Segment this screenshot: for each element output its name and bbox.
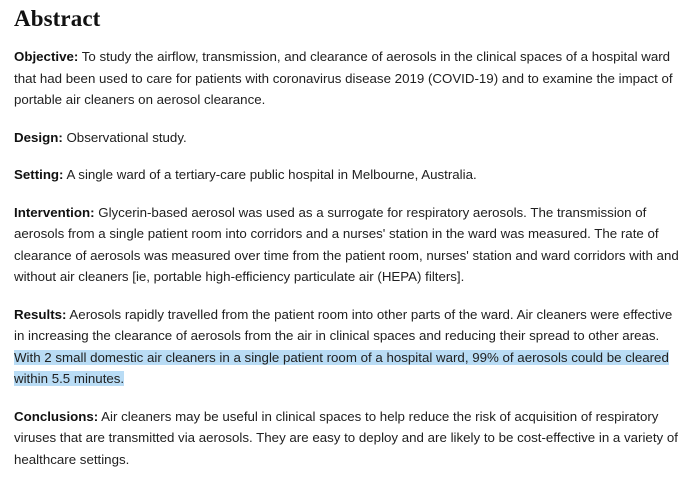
section-text-conclusions: Air cleaners may be useful in clinical spaces to help reduce the risk of acquisition of respiratory viruses that are transmitted via aerosols. They are easy to deploy and are likely to be cost-effective in a variety of healthcare settings.	[14, 408, 678, 467]
section-text-setting: A single ward of a tertiary-care public hospital in Melbourne, Australia.	[63, 167, 477, 183]
highlighted-text: With 2 small domestic air cleaners in a single patient room of a hospital ward, 99% of aerosols could be cleared within 5.5 minutes.	[14, 349, 669, 387]
page-title: Abstract	[14, 6, 101, 31]
abstract-section-intervention	[14, 202, 686, 288]
section-label-results: Results:	[14, 306, 67, 322]
section-label-intervention: Intervention:	[14, 204, 95, 220]
section-text-design: Observational study.	[62, 129, 187, 145]
abstract-section-results	[14, 304, 686, 390]
abstract-section-setting	[14, 164, 686, 186]
section-label-setting: Setting:	[14, 167, 64, 183]
abstract-section-objective	[14, 46, 686, 111]
section-text-intervention: Glycerin-based aerosol was used as a surrogate for respiratory aerosols. The transmission of aerosols from a single patient room into corridors and a nurses' station in the ward was measured. The rate of clearance of aerosols was measured over time from the patient room, nurses' station and ward corridors with and without air cleaners [ie, portable high-efficiency particulate air (HEPA) filters].	[14, 204, 679, 285]
section-text-objective: To study the airflow, transmission, and clearance of aerosols in the clinical spaces of a hospital ward that had been used to care for patients with coronavirus disease 2019 (COVID-19) and to examine the impact of portable air cleaners on aerosol clearance.	[14, 49, 673, 108]
section-label-conclusions: Conclusions:	[14, 408, 99, 424]
section-label-objective: Objective:	[14, 49, 79, 64]
section-text-results: Aerosols rapidly travelled from the patient room into other parts of the ward. Air cleaners were effective in increasing the clearance of aerosols from the air in clinical spaces and reducing their spread to other areas.	[14, 306, 673, 344]
abstract-section-conclusions	[14, 406, 686, 471]
abstract-section-design	[14, 127, 686, 149]
section-label-design: Design:	[14, 129, 63, 145]
